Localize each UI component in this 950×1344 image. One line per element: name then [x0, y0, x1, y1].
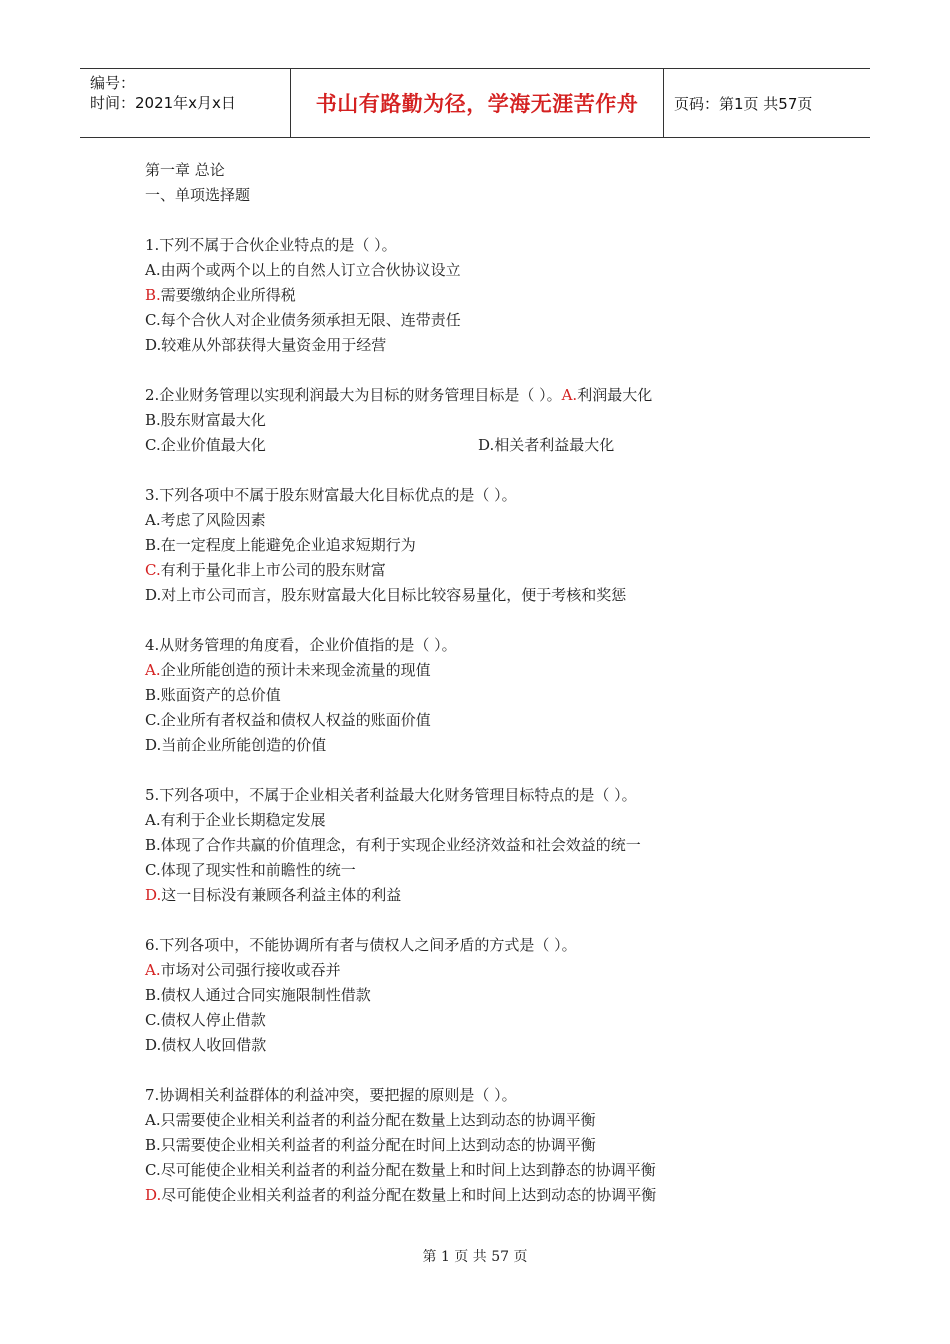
option-a: A.企业所能创造的预计未来现金流量的现值	[145, 661, 431, 679]
page-footer: 第 1 页 共 57 页	[422, 1249, 528, 1265]
option-a: A.市场对公司强行接收或吞并	[145, 961, 341, 979]
option-b: B.债权人通过合同实施限制性借款	[145, 986, 371, 1004]
question-stem: 4.从财务管理的角度看，企业价值指的是（ ）。	[145, 636, 457, 654]
answer-marker: A.	[561, 386, 578, 404]
header-page-info: 页码：第1页 共57页	[674, 94, 813, 113]
option-b: B.体现了合作共赢的价值理念，有利于实现企业经济效益和社会效益的统一	[145, 836, 641, 854]
question-stem: 6.下列各项中，不能协调所有者与债权人之间矛盾的方式是（ ）。	[145, 936, 577, 954]
option-c: C.企业所有者权益和债权人权益的账面价值	[145, 711, 431, 729]
option-d: D.当前企业所能创造的价值	[145, 736, 327, 754]
option-c: C.债权人停止借款	[145, 1011, 266, 1029]
option-d: D.对上市公司而言，股东财富最大化目标比较容易量化，便于考核和奖惩	[145, 586, 627, 604]
answer-marker: B.	[145, 286, 161, 304]
option-d: D.较难从外部获得大量资金用于经营	[145, 336, 387, 354]
question-7	[145, 1083, 845, 1208]
chapter-title: 第一章 总论	[145, 161, 225, 179]
option-c: C.尽可能使企业相关利益者的利益分配在数量上和时间上达到静态的协调平衡	[145, 1161, 656, 1179]
option-c: C.每个合伙人对企业债务须承担无限、连带责任	[145, 311, 461, 329]
question-stem: 1.下列不属于合伙企业特点的是（ ）。	[145, 236, 397, 254]
time-label: 时间：2021年x月x日	[90, 94, 236, 112]
question-2	[145, 383, 845, 458]
option-a: A.由两个或两个以上的自然人订立合伙协议设立	[145, 261, 461, 279]
option-d: D.相关者利益最大化	[478, 436, 615, 454]
option-a: A.有利于企业长期稳定发展	[145, 811, 326, 829]
header-meta	[80, 69, 290, 137]
option-b: B.需要缴纳企业所得税	[145, 286, 296, 304]
question-stem: 5.下列各项中，不属于企业相关者利益最大化财务管理目标特点的是（ ）。	[145, 786, 637, 804]
option-c: C.企业价值最大化	[145, 436, 266, 454]
question-3	[145, 483, 845, 608]
answer-marker: A.	[145, 661, 161, 679]
option-b: B.在一定程度上能避免企业追求短期行为	[145, 536, 416, 554]
document-body	[145, 158, 845, 1208]
answer-marker: D.	[145, 886, 162, 904]
question-stem: 3.下列各项中不属于股东财富最大化目标优点的是（ ）。	[145, 486, 517, 504]
option-d: D.债权人收回借款	[145, 1036, 267, 1054]
option-c: C.体现了现实性和前瞻性的统一	[145, 861, 356, 879]
option-b: B.股东财富最大化	[145, 411, 266, 429]
serial-label: 编号：	[90, 74, 136, 92]
option-d: D.尽可能使企业相关利益者的利益分配在数量上和时间上达到动态的协调平衡	[145, 1186, 657, 1204]
option-c: C.有利于量化非上市公司的股东财富	[145, 561, 386, 579]
question-stem: 2.企业财务管理以实现利润最大为目标的财务管理目标是（ ）。A.利润最大化	[145, 386, 653, 404]
option-b: B.只需要使企业相关利益者的利益分配在时间上达到动态的协调平衡	[145, 1136, 596, 1154]
question-4	[145, 633, 845, 758]
question-6	[145, 933, 845, 1058]
page-header	[80, 68, 870, 138]
question-1	[145, 233, 845, 358]
header-motto: 书山有路勤为径，学海无涯苦作舟	[290, 69, 664, 137]
question-stem: 7.协调相关利益群体的利益冲突，要把握的原则是（ ）。	[145, 1086, 517, 1104]
option-a: A.考虑了风险因素	[145, 511, 266, 529]
option-b: B.账面资产的总价值	[145, 686, 281, 704]
answer-marker: A.	[145, 961, 161, 979]
option-a: A.只需要使企业相关利益者的利益分配在数量上达到动态的协调平衡	[145, 1111, 596, 1129]
section-title: 一、单项选择题	[145, 186, 251, 204]
question-5	[145, 783, 845, 908]
option-d: D.这一目标没有兼顾各利益主体的利益	[145, 886, 402, 904]
answer-marker: D.	[145, 1186, 162, 1204]
answer-marker: C.	[145, 561, 161, 579]
option-row-cd	[145, 433, 845, 458]
